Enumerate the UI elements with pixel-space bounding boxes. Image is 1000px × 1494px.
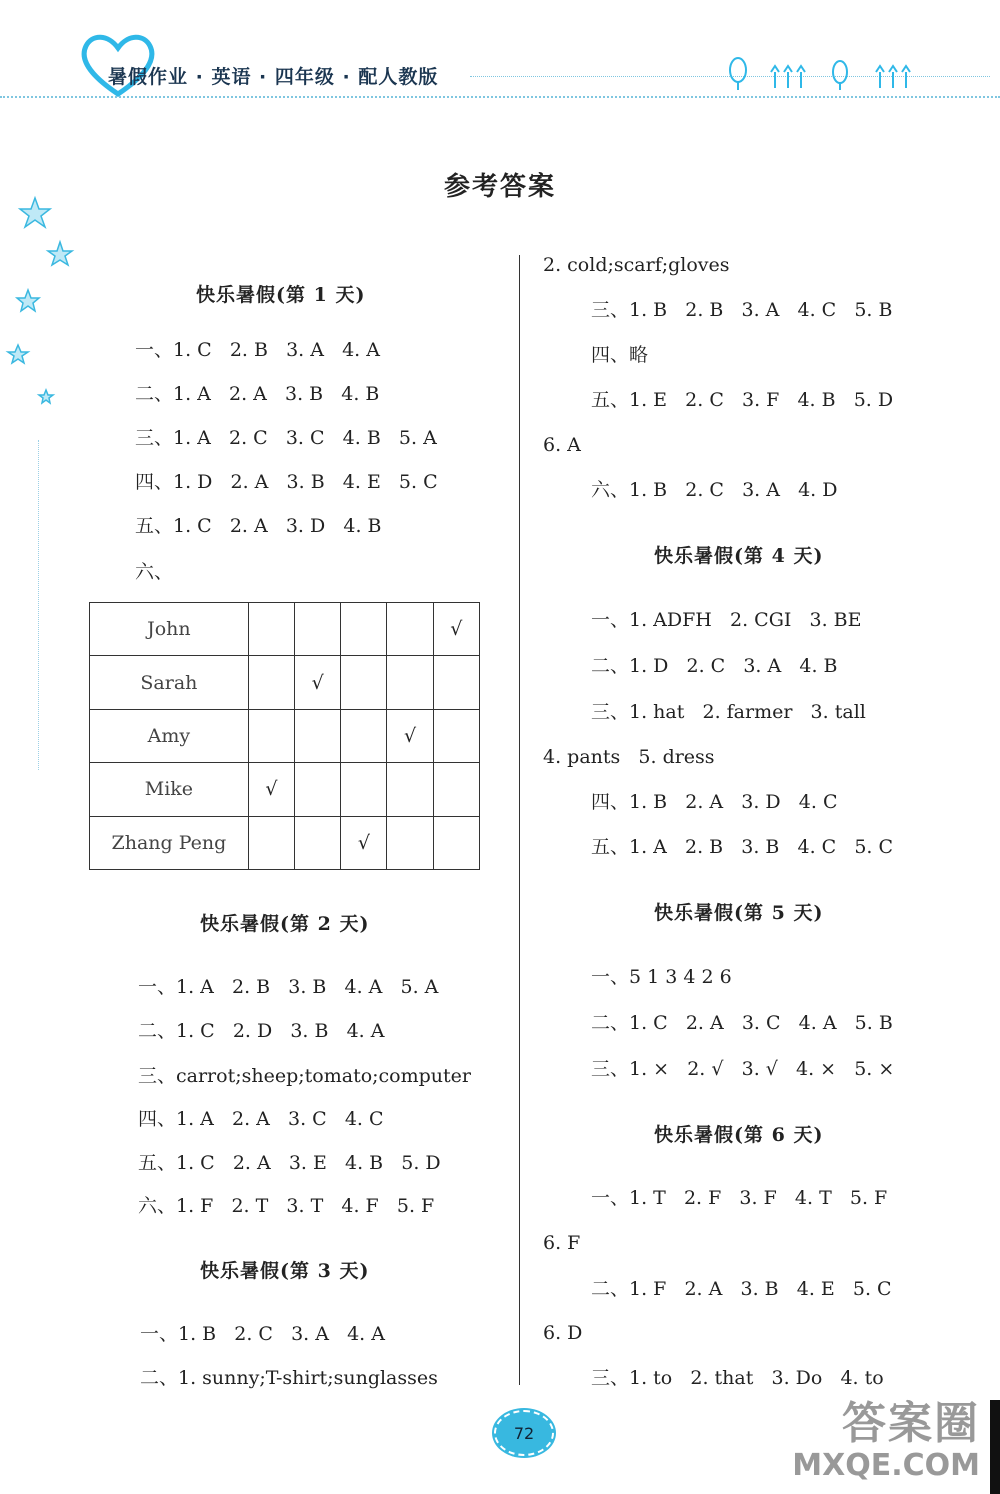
check-cell — [433, 763, 479, 816]
check-cell: √ — [387, 709, 433, 762]
answer-line: 6. F — [543, 1232, 581, 1254]
table-row — [90, 709, 480, 762]
tree-flower-decoration-icon — [726, 52, 916, 92]
table-row — [90, 763, 480, 816]
table-row — [90, 816, 480, 869]
check-cell: √ — [433, 603, 479, 656]
check-cell — [341, 603, 387, 656]
answer-line: 一、1. B 2. C 3. A 4. A — [140, 1323, 385, 1345]
student-name: Amy — [90, 709, 249, 762]
answer-line: 四、1. D 2. A 3. B 4. E 5. C — [135, 471, 438, 493]
answer-line: 2. cold;scarf;gloves — [543, 254, 730, 276]
answer-line: 四、1. A 2. A 3. C 4. C — [138, 1108, 384, 1130]
section-heading: 快乐暑假(第 1 天) — [196, 284, 366, 306]
check-cell — [295, 603, 341, 656]
section-heading: 快乐暑假(第 3 天) — [200, 1260, 370, 1282]
check-cell — [387, 603, 433, 656]
watermark — [740, 1400, 980, 1494]
answer-line: 三、1. A 2. C 3. C 4. B 5. A — [135, 427, 437, 449]
check-cell — [248, 603, 294, 656]
answer-line: 三、carrot;sheep;tomato;computer — [138, 1065, 472, 1087]
margin-dotted-line — [38, 440, 39, 770]
section-heading: 快乐暑假(第 4 天) — [654, 545, 824, 567]
answer-line: 六、1. F 2. T 3. T 4. F 5. F — [138, 1195, 435, 1217]
check-cell — [387, 763, 433, 816]
answer-line: 二、1. C 2. D 3. B 4. A — [138, 1020, 385, 1042]
answer-line: 一、1. ADFH 2. CGI 3. BE — [591, 609, 862, 631]
page-number: 72 — [513, 1423, 535, 1443]
answer-line: 三、1. × 2. √ 3. √ 4. × 5. × — [591, 1058, 895, 1080]
student-name: Zhang Peng — [90, 816, 249, 869]
answer-line: 三、1. B 2. B 3. A 4. C 5. B — [591, 299, 893, 321]
answer-line: 二、1. F 2. A 3. B 4. E 5. C — [591, 1278, 892, 1300]
answer-line: 二、1. A 2. A 3. B 4. B — [135, 383, 380, 405]
check-cell — [341, 656, 387, 709]
answer-line: 六、1. B 2. C 3. A 4. D — [591, 479, 838, 501]
page-title: 参考答案 — [443, 172, 556, 202]
check-cell — [248, 816, 294, 869]
check-cell — [248, 709, 294, 762]
check-cell — [295, 763, 341, 816]
answer-line: 二、1. C 2. A 3. C 4. A 5. B — [591, 1012, 893, 1034]
header-dotted-line — [0, 96, 1000, 98]
answer-line: 6. D — [543, 1322, 583, 1344]
check-cell: √ — [248, 763, 294, 816]
column-divider — [519, 255, 520, 1385]
answer-line: 二、1. sunny;T-shirt;sunglasses — [140, 1367, 438, 1389]
answer-line: 四、略 — [591, 344, 649, 366]
section-heading: 快乐暑假(第 2 天) — [200, 913, 370, 935]
answer-line: 一、1. A 2. B 3. B 4. A 5. A — [138, 976, 439, 998]
answer-line: 五、1. A 2. B 3. B 4. C 5. C — [591, 836, 894, 858]
table-row — [90, 603, 480, 656]
answer-line: 三、1. hat 2. farmer 3. tall — [591, 701, 866, 723]
page-number-badge — [494, 1410, 554, 1456]
check-cell — [433, 656, 479, 709]
check-cell — [341, 763, 387, 816]
check-cell — [341, 709, 387, 762]
answer-line: 三、1. to 2. that 3. Do 4. to — [591, 1367, 884, 1389]
answer-line: 4. pants 5. dress — [543, 746, 715, 768]
answer-line: 五、1. E 2. C 3. F 4. B 5. D — [591, 389, 894, 411]
check-cell — [248, 656, 294, 709]
watermark-line2: MXQE.COM — [792, 1448, 980, 1483]
student-name: John — [90, 603, 249, 656]
answer-line: 6. A — [543, 434, 581, 456]
answer-line: 一、1. C 2. B 3. A 4. A — [135, 339, 380, 361]
student-name: Sarah — [90, 656, 249, 709]
student-name: Mike — [90, 763, 249, 816]
answer-line: 一、5 1 3 4 2 6 — [591, 966, 732, 988]
stars-decoration-icon — [0, 190, 80, 420]
watermark-line1: 答案圈 — [842, 1398, 980, 1449]
section-heading: 快乐暑假(第 6 天) — [654, 1124, 824, 1146]
answer-line: 一、1. T 2. F 3. F 4. T 5. F — [591, 1187, 888, 1209]
answer-line: 五、1. C 2. A 3. E 4. B 5. D — [138, 1152, 441, 1174]
check-cell: √ — [341, 816, 387, 869]
answer-line: 六、 — [135, 561, 174, 583]
check-cell: √ — [295, 656, 341, 709]
check-cell — [433, 816, 479, 869]
check-cell — [433, 709, 479, 762]
answer-line: 五、1. C 2. A 3. D 4. B — [135, 515, 382, 537]
check-cell — [387, 656, 433, 709]
answer-line: 二、1. D 2. C 3. A 4. B — [591, 655, 838, 677]
answer-table — [89, 602, 480, 870]
header-title: 暑假作业 · 英语 · 四年级 · 配人教版 — [108, 66, 439, 88]
edge-bar — [990, 1400, 1000, 1494]
answer-line: 四、1. B 2. A 3. D 4. C — [591, 791, 838, 813]
check-cell — [295, 709, 341, 762]
check-cell — [387, 816, 433, 869]
section-heading: 快乐暑假(第 5 天) — [654, 902, 824, 924]
check-cell — [295, 816, 341, 869]
table-row — [90, 656, 480, 709]
